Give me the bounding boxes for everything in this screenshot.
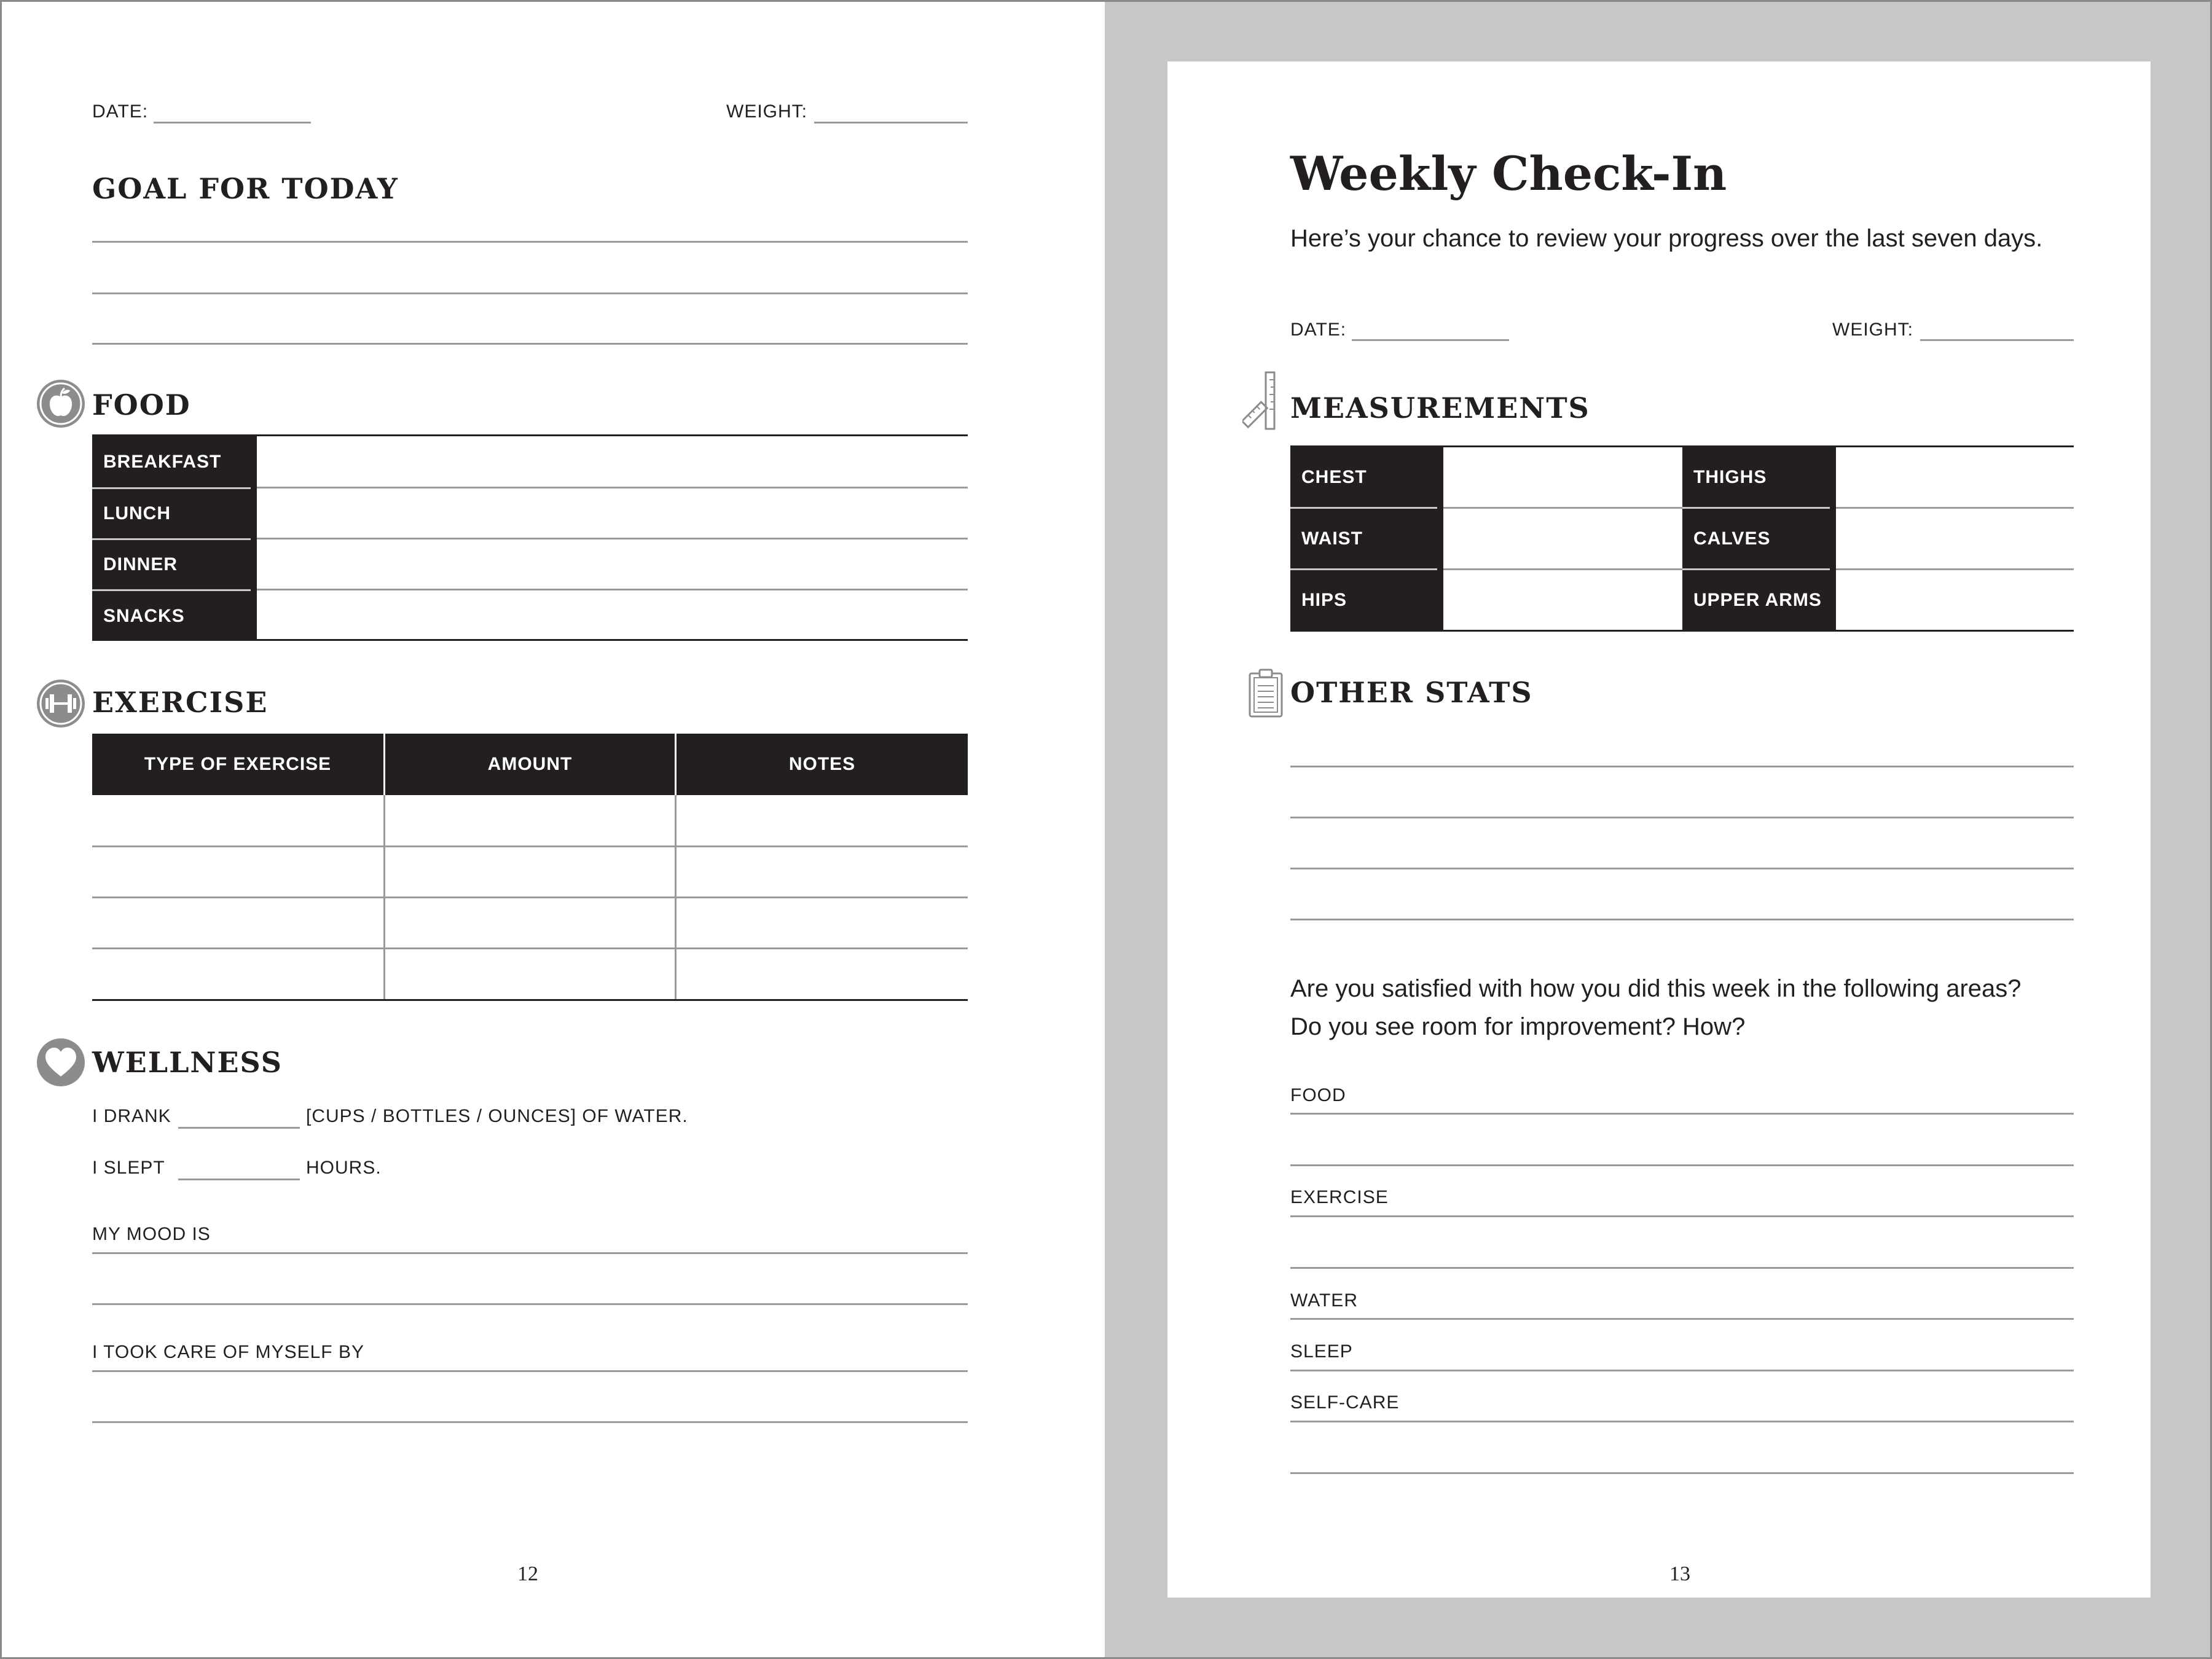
column-header-amount: AMOUNT (487, 754, 573, 774)
measure-field-chest[interactable] (1443, 507, 1682, 509)
measure-label-chest: CHEST (1301, 466, 1367, 487)
exercise-row-4[interactable] (92, 999, 968, 1001)
other-stats-line-4[interactable] (1290, 919, 2074, 920)
meal-labels-column (92, 436, 257, 641)
drank-suffix: [CUPS / BOTTLES / OUNCES] OF WATER. (306, 1106, 688, 1126)
question-line-2: Do you see room for improvement? How? (1290, 1013, 1746, 1040)
measure-field-calves[interactable] (1836, 568, 2074, 570)
measure-field-thighs[interactable] (1836, 507, 2074, 509)
area-food-line-1[interactable] (1290, 1113, 2074, 1115)
right-page (1167, 61, 2151, 1598)
area-label-water: WATER (1290, 1290, 1358, 1311)
area-exercise-line-2[interactable] (1290, 1267, 2074, 1269)
area-label-exercise: EXERCISE (1290, 1187, 1389, 1207)
column-header-notes: NOTES (788, 754, 856, 774)
food-heading: FOOD (92, 388, 191, 422)
ruler-icon (1242, 371, 1285, 431)
area-water-line[interactable] (1290, 1318, 2074, 1320)
goal-heading: GOAL FOR TODAY (92, 172, 399, 205)
slept-suffix: HOURS. (306, 1158, 382, 1178)
left-page (2, 2, 1105, 1657)
goal-line-3[interactable] (92, 343, 968, 345)
page-number-right: 13 (1669, 1563, 1690, 1585)
measure-label-calves: CALVES (1693, 528, 1771, 549)
goal-line-1[interactable] (92, 241, 968, 243)
area-self-care-line-2[interactable] (1290, 1472, 2074, 1474)
food-entry-snacks[interactable] (92, 639, 968, 641)
measurement-labels-left (1290, 447, 1443, 630)
food-entry-dinner[interactable] (257, 589, 968, 590)
exercise-row-1[interactable] (92, 845, 968, 847)
measure-field-waist[interactable] (1443, 568, 1682, 570)
question-line-1: Are you satisfied with how you did this week in the following areas? (1290, 975, 2022, 1002)
date-field[interactable] (154, 122, 311, 124)
food-entry-breakfast[interactable] (257, 487, 968, 488)
selfcare-label: I TOOK CARE OF MYSELF BY (92, 1342, 364, 1362)
measure-label-upper-arms: UPPER ARMS (1693, 589, 1822, 610)
area-label-food: FOOD (1290, 1085, 1346, 1105)
other-stats-line-1[interactable] (1290, 766, 2074, 767)
date-label: DATE: (92, 101, 149, 122)
goal-line-2[interactable] (92, 292, 968, 294)
column-header-type: TYPE OF EXERCISE (144, 754, 332, 774)
weekly-date-label: DATE: (1290, 320, 1347, 340)
wellness-heading: WELLNESS (92, 1046, 283, 1079)
area-self-care-line-1[interactable] (1290, 1421, 2074, 1422)
food-entry-lunch[interactable] (257, 538, 968, 539)
meal-label-lunch: LUNCH (103, 503, 171, 524)
clipboard-icon (1247, 669, 1284, 718)
sleep-hours-field[interactable] (178, 1179, 300, 1180)
slept-label: I SLEPT (92, 1158, 165, 1178)
area-label-self-care: SELF-CARE (1290, 1392, 1400, 1413)
heart-icon (37, 1038, 85, 1086)
exercise-table-header (92, 734, 968, 795)
measure-label-hips: HIPS (1301, 589, 1347, 610)
weight-field[interactable] (814, 122, 968, 124)
area-food-line-2[interactable] (1290, 1164, 2074, 1166)
exercise-heading: EXERCISE (92, 686, 269, 719)
measure-label-thighs: THIGHS (1693, 466, 1767, 487)
other-stats-heading: OTHER STATS (1290, 676, 1533, 709)
meal-label-breakfast: BREAKFAST (103, 451, 222, 472)
exercise-row-2[interactable] (92, 896, 968, 898)
measurements-heading: MEASUREMENTS (1290, 391, 1590, 425)
mood-label: MY MOOD IS (92, 1224, 211, 1244)
page-subtitle: Here’s your chance to review your progress over the last seven days. (1290, 225, 2043, 252)
measurement-labels-right (1682, 447, 1836, 630)
selfcare-line-1[interactable] (92, 1370, 968, 1372)
measurements-bottom-rule (1290, 630, 2074, 632)
exercise-row-3[interactable] (92, 947, 968, 949)
dumbbell-icon (37, 680, 85, 728)
weight-label: WEIGHT: (726, 101, 807, 122)
page-title: Weekly Check-In (1290, 146, 1727, 201)
drank-label: I DRANK (92, 1106, 171, 1126)
page-number-left: 12 (517, 1563, 538, 1585)
apple-icon (37, 380, 85, 428)
measure-label-waist: WAIST (1301, 528, 1363, 549)
selfcare-line-2[interactable] (92, 1421, 968, 1423)
meal-label-dinner: DINNER (103, 554, 178, 575)
weekly-weight-field[interactable] (1920, 339, 2074, 341)
other-stats-line-2[interactable] (1290, 817, 2074, 818)
other-stats-line-3[interactable] (1290, 868, 2074, 869)
weekly-weight-label: WEIGHT: (1832, 320, 1913, 340)
area-exercise-line-1[interactable] (1290, 1215, 2074, 1217)
weekly-date-field[interactable] (1352, 339, 1509, 341)
mood-line-1[interactable] (92, 1252, 968, 1254)
area-sleep-line[interactable] (1290, 1370, 2074, 1371)
area-label-sleep: SLEEP (1290, 1341, 1353, 1362)
water-amount-field[interactable] (178, 1127, 300, 1129)
mood-line-2[interactable] (92, 1303, 968, 1305)
meal-label-snacks: SNACKS (103, 605, 185, 626)
